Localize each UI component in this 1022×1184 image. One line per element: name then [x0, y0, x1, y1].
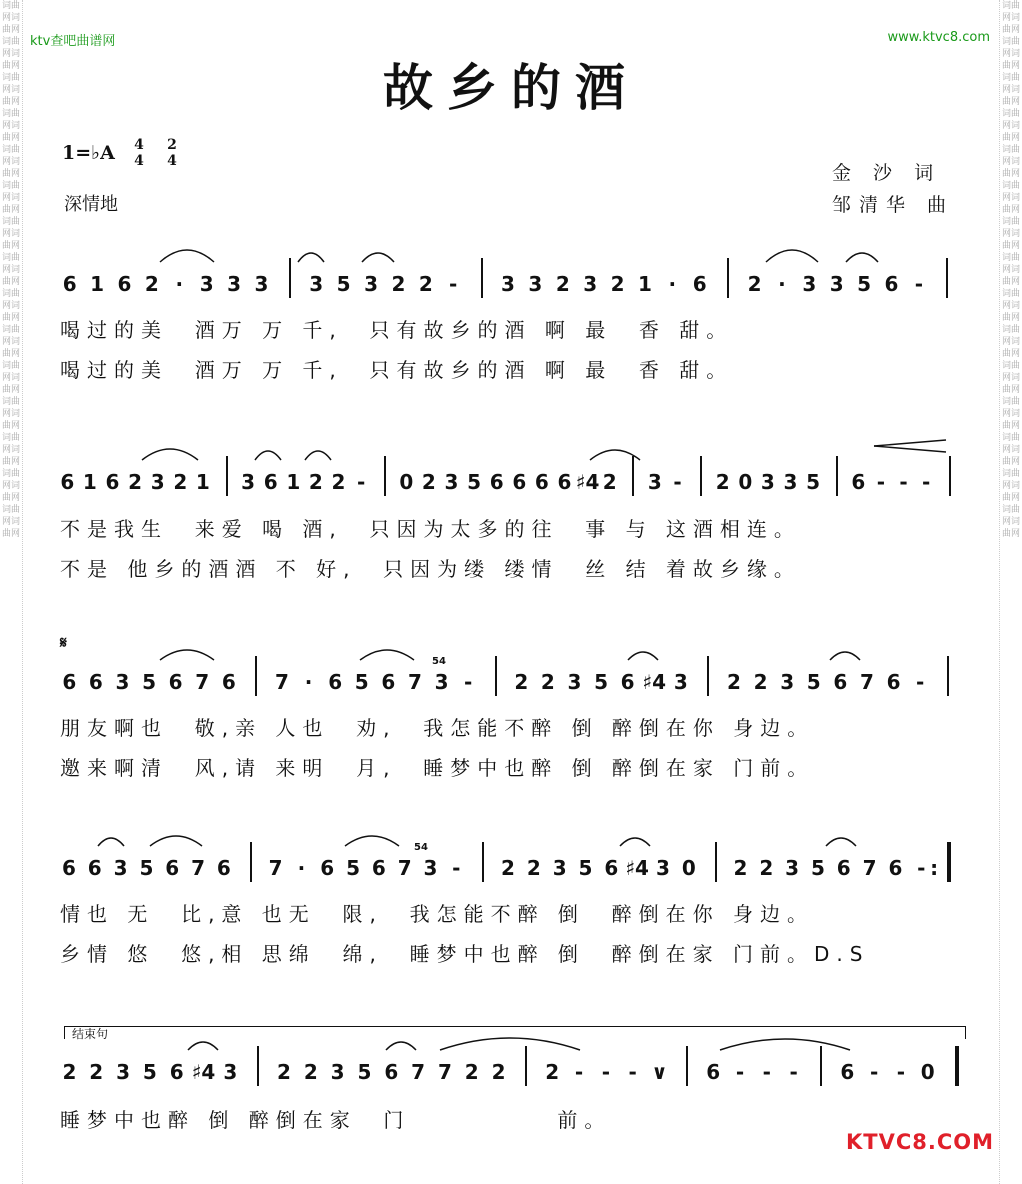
note: 5 [142, 670, 156, 694]
note: 5 [357, 1060, 372, 1084]
note: 5 [346, 856, 360, 880]
note: 6 [886, 670, 901, 694]
dot-mark: · [304, 670, 313, 694]
note: 5 [467, 470, 482, 494]
lyric-row-4-verse-1: 情也 无 比,意 也无 限, 我怎能不醉 倒 醉倒在你 身边。 [60, 902, 815, 926]
note: 3 [785, 856, 800, 880]
note: 2 [303, 1060, 318, 1084]
note: 3 [583, 272, 598, 296]
note-extension: - [574, 1060, 584, 1084]
note-extension: - [789, 1060, 798, 1084]
note-extension: - [762, 1060, 771, 1084]
note: 3 [309, 272, 324, 296]
note: 2 [555, 272, 570, 296]
lyric-row-3-verse-2: 邀来啊清 风,请 来明 月, 睡梦中也醉 倒 醉倒在家 门前。 [60, 756, 815, 780]
note-extension: - [673, 470, 682, 494]
note: 3 [223, 1060, 238, 1084]
note: 5 [857, 272, 872, 296]
tempo-marking: 深情地 [64, 194, 118, 215]
time-numerator: 4 [134, 137, 144, 153]
note: 6 [87, 856, 102, 880]
note: 1 [286, 470, 301, 494]
note: 5 [594, 670, 608, 694]
note: 3 [254, 272, 269, 296]
note: 3 [116, 1060, 130, 1084]
note: 1 [195, 470, 210, 494]
note: 3 [567, 670, 582, 694]
note: 2 [421, 470, 436, 494]
note: 2 [733, 856, 748, 880]
note: 2 [391, 272, 406, 296]
note: 3 [552, 856, 567, 880]
note: 2 [62, 1060, 77, 1084]
note: 6 [371, 856, 386, 880]
note: 6 [88, 670, 103, 694]
note: 0 [681, 856, 696, 880]
time-numerator: 2 [167, 137, 177, 153]
key-signature: 1=♭A [62, 142, 115, 164]
note-extension: - [917, 856, 926, 880]
note: 6 [706, 1060, 721, 1084]
note: 2 [144, 272, 159, 296]
note: 3 [150, 470, 165, 494]
note: 5 [139, 856, 154, 880]
note: 7 [859, 670, 874, 694]
site-url[interactable]: www.ktvc8.com [887, 30, 990, 45]
note: ♯4 [191, 1060, 216, 1084]
note: 7 [407, 670, 422, 694]
note: 3 [444, 470, 459, 494]
note: 2 [747, 272, 762, 296]
note: 0 [399, 470, 414, 494]
note: 6 [60, 470, 75, 494]
note-extension: - [452, 856, 461, 880]
note: 1 [82, 470, 97, 494]
note-extension: - [735, 1060, 745, 1084]
note: 5 [336, 272, 351, 296]
dot-mark: · [668, 272, 677, 296]
note: 5 [806, 670, 821, 694]
note: 6 [836, 856, 851, 880]
note: 7 [411, 1060, 426, 1084]
note: 7 [862, 856, 877, 880]
note: 5 [810, 856, 825, 880]
note: 6 [692, 272, 707, 296]
note: 6 [168, 670, 183, 694]
note-extension: - [869, 1060, 879, 1084]
note: 3 [227, 272, 242, 296]
note: 2 [715, 470, 730, 494]
note-extension: - [449, 272, 458, 296]
note: 7 [195, 670, 210, 694]
note: 2 [418, 272, 433, 296]
note: 3 [647, 470, 662, 494]
note: 5 [354, 670, 369, 694]
note: 2 [277, 1060, 291, 1084]
note: 5 [806, 470, 821, 494]
note: 6 [851, 470, 866, 494]
dot-mark: · [778, 272, 786, 296]
note: 3 [673, 670, 688, 694]
note: 6 [381, 670, 396, 694]
note: 6 [165, 856, 180, 880]
note: 5 [578, 856, 593, 880]
note: 6 [62, 272, 77, 296]
note: 3 [423, 856, 438, 880]
note: 6 [884, 272, 899, 296]
note-extension: - [914, 272, 924, 296]
note: 6 [105, 470, 120, 494]
note: 2 [753, 670, 768, 694]
note-extension: - [463, 670, 473, 694]
note: 2 [128, 470, 143, 494]
note: 6 [557, 470, 572, 494]
ending-label: 结束句 [72, 1027, 109, 1041]
note: 3 [802, 272, 817, 296]
grace-note: 54 [432, 656, 446, 667]
note: 2 [727, 670, 741, 694]
note: 2 [173, 470, 188, 494]
note: 6 [604, 856, 619, 880]
note: 2 [491, 1060, 506, 1084]
note: 7 [275, 670, 289, 694]
note: 7 [437, 1060, 452, 1084]
note: 6 [888, 856, 903, 880]
time-denominator: 4 [167, 153, 177, 169]
note: 2 [331, 470, 346, 494]
note: 6 [384, 1060, 399, 1084]
note: 3 [199, 272, 214, 296]
note-extension: - [921, 470, 931, 494]
note: 2 [540, 670, 555, 694]
note: 2 [610, 272, 625, 296]
note: 3 [434, 670, 449, 694]
note-extension: - [876, 470, 886, 494]
note: 6 [61, 856, 76, 880]
note: 3 [241, 470, 256, 494]
note: 6 [512, 470, 527, 494]
note: 6 [620, 670, 635, 694]
note: 3 [330, 1060, 345, 1084]
note: 3 [501, 272, 515, 296]
note-extension: - [601, 1060, 611, 1084]
lyric-row-1-verse-1: 喝过的美 酒万 万 千, 只有故乡的酒 啊 最 香 甜。 [60, 318, 734, 342]
note: 6 [320, 856, 335, 880]
note: 1 [638, 272, 652, 296]
note: 6 [169, 1060, 184, 1084]
site-name[interactable]: ktv查吧曲谱网 [30, 34, 116, 49]
watermark-strip-left: 词曲网词曲网词曲网词曲网词曲网词曲网词曲网词曲网词曲网词曲网词曲网词曲网词曲网词曲网词曲网词曲网词曲网词曲网词曲网词曲网词曲网词曲网词曲网词曲网词曲网词曲网词曲网词曲网词曲网词曲网 [0, 0, 23, 1184]
note: 2 [759, 856, 774, 880]
note: 3 [783, 470, 798, 494]
note: 3 [364, 272, 378, 296]
note: 6 [62, 670, 77, 694]
note: 3 [829, 272, 844, 296]
note-extension: - [915, 670, 925, 694]
note-extension: - [899, 470, 908, 494]
note: 7 [268, 856, 283, 880]
song-title: 故乡的酒 [383, 58, 639, 117]
note: ♯4 [575, 470, 600, 494]
note: ♯4 [625, 856, 649, 880]
lyric-row-1-verse-2: 喝过的美 酒万 万 千, 只有故乡的酒 啊 最 香 甜。 [60, 358, 734, 382]
note: 6 [216, 856, 231, 880]
lyric-row-4-verse-2: 乡情 悠 悠,相 思绵 绵, 睡梦中也醉 倒 醉倒在家 门前。D.S [60, 942, 870, 966]
grace-note: 54 [414, 842, 428, 853]
repeat-dots: : [930, 856, 939, 880]
note: 6 [489, 470, 504, 494]
note: 7 [191, 856, 206, 880]
note: 3 [115, 670, 130, 694]
composer-credit: 邹清华 曲 [832, 194, 955, 216]
lyric-row-5: 睡梦中也醉 倒 醉倒在家 门 前。 [60, 1108, 612, 1132]
note: 2 [89, 1060, 104, 1084]
lyric-row-3-verse-1: 朋友啊也 敬,亲 人也 劝, 我怎能不醉 倒 醉倒在你 身边。 [60, 716, 815, 740]
note: 2 [514, 670, 529, 694]
note: 2 [526, 856, 541, 880]
note: 0 [738, 470, 753, 494]
note: 3 [760, 470, 775, 494]
note: 6 [833, 670, 848, 694]
note: 6 [117, 272, 132, 296]
time-denominator: 4 [134, 153, 144, 169]
note-extension: - [356, 470, 366, 494]
note: 7 [397, 856, 412, 880]
dot-mark: · [175, 272, 184, 296]
note: ∨ [651, 1060, 668, 1084]
note: 6 [221, 670, 236, 694]
note: 6 [840, 1060, 855, 1084]
note-extension: - [628, 1060, 637, 1084]
note: 6 [328, 670, 343, 694]
note: 2 [308, 470, 323, 494]
note: 5 [142, 1060, 157, 1084]
note: 3 [113, 856, 128, 880]
note: 2 [464, 1060, 479, 1084]
note: 0 [920, 1060, 935, 1084]
note: 3 [528, 272, 543, 296]
lyric-row-2-verse-1: 不是我生 来爱 喝 酒, 只因为太多的往 事 与 这酒相连。 [60, 517, 801, 541]
brand-logo: KTVC8.COM [845, 1130, 994, 1154]
note: 3 [656, 856, 670, 880]
note: 2 [545, 1060, 560, 1084]
note: 2 [501, 856, 515, 880]
note: ♯4 [642, 670, 667, 694]
note: 6 [263, 470, 278, 494]
note: 1 [90, 272, 105, 296]
segno-sign: 𝄋 [60, 633, 67, 652]
lyric-row-2-verse-2: 不是 他乡的酒酒 不 好, 只因为缕 缕情 丝 结 着故乡缘。 [60, 557, 801, 581]
note-extension: - [896, 1060, 906, 1084]
note: 6 [534, 470, 549, 494]
dot-mark: · [297, 856, 306, 880]
note: 2 [602, 470, 617, 494]
note: 3 [780, 670, 795, 694]
watermark-strip-right: 词曲网词曲网词曲网词曲网词曲网词曲网词曲网词曲网词曲网词曲网词曲网词曲网词曲网词曲网词曲网词曲网词曲网词曲网词曲网词曲网词曲网词曲网词曲网词曲网词曲网词曲网词曲网词曲网词曲网词曲网 [999, 0, 1022, 1184]
lyricist-credit: 金 沙 词 [832, 162, 942, 184]
